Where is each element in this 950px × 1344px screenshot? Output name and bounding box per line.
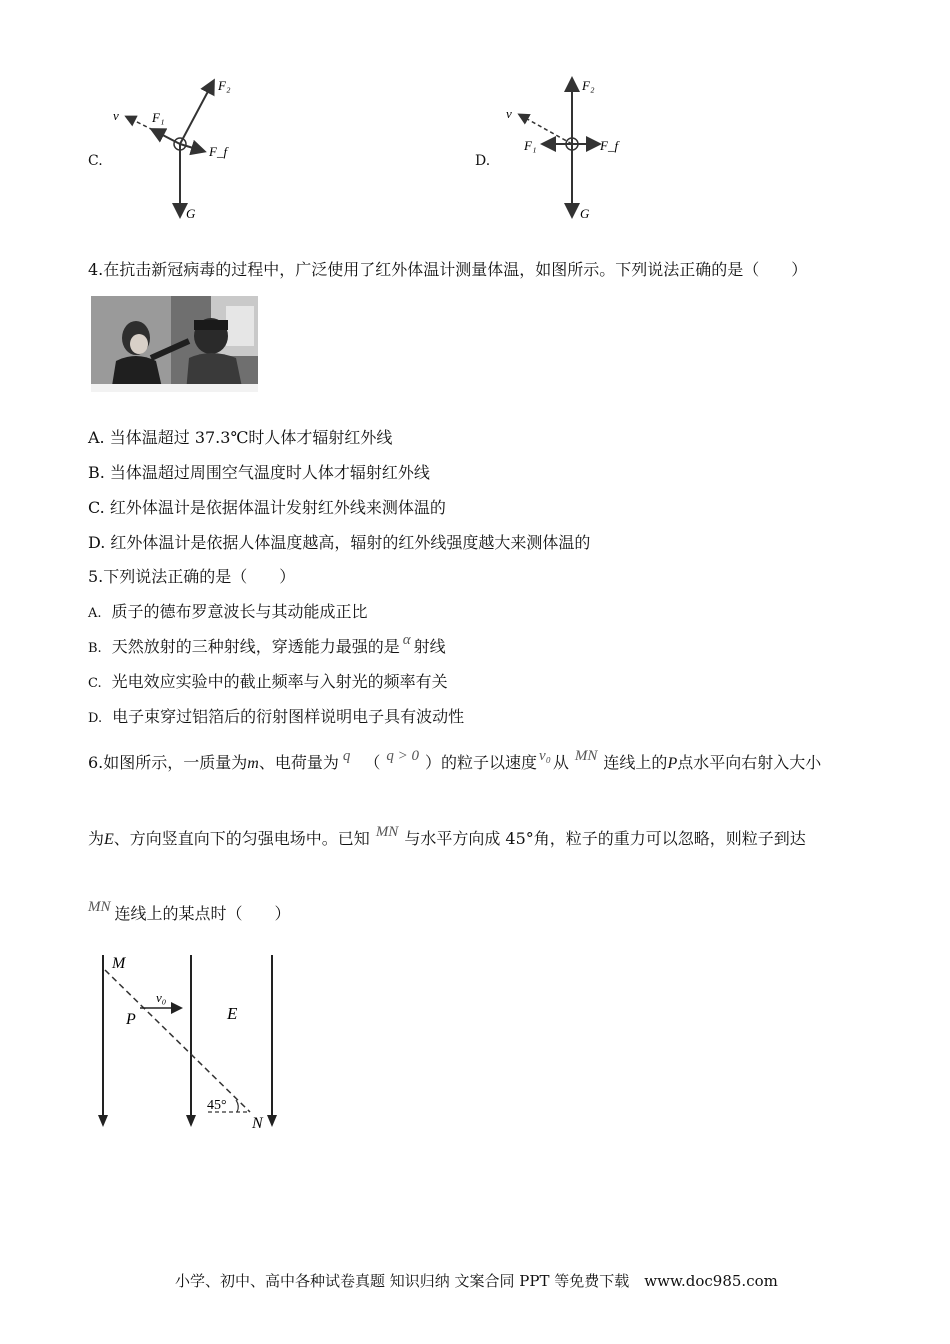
q6-text: 连线上的某点时（ ）: [114, 904, 291, 923]
q6-text: 连线上的: [603, 753, 668, 772]
angle-arc: [236, 1100, 238, 1112]
q5-option-c-text: 光电效应实验中的截止频率与入射光的频率有关: [111, 672, 448, 691]
field-arrow-3: [267, 1115, 277, 1127]
g-label-c: G: [186, 206, 196, 221]
charge-symbol: q: [342, 748, 351, 764]
f2-label-c: F₂: [218, 78, 231, 93]
q6-text: 点水平向右射入大小: [677, 753, 822, 772]
force-diagram-c: [105, 70, 265, 230]
q6-text: 为: [88, 829, 105, 848]
q6-text: 、电荷量为: [258, 753, 339, 772]
option-c-label: C.: [88, 153, 103, 169]
force-diagram-d: [500, 70, 660, 230]
mn-symbol: MN: [375, 824, 399, 840]
q5-option-a-text: 质子的德布罗意波长与其动能成正比: [111, 602, 368, 621]
q5-option-d: [88, 707, 464, 729]
mn-symbol: MN: [574, 748, 598, 764]
charge-condition: q > 0: [386, 748, 419, 764]
thermometer-photo: [91, 296, 258, 392]
q5-option-b-text: 天然放射的三种射线，穿透能力最强的是: [111, 637, 400, 656]
field-symbol: E: [104, 831, 114, 848]
ff-label-d: F_f: [600, 138, 619, 153]
f1-label-d: F₁: [524, 138, 537, 153]
q4-option-c: C. 红外体温计是依据体温计发射红外线来测体温的: [88, 498, 446, 517]
v-label-d: v: [506, 106, 512, 121]
q6-text: 与水平方向成 45°角，粒子的重力可以忽略，则粒子到达: [404, 829, 806, 848]
q6-text: 的粒子以速度: [441, 753, 538, 772]
q5-option-c: [88, 672, 448, 694]
q5-stem: 5.下列说法正确的是（ ）: [88, 567, 296, 586]
q5-option-d-label: D.: [88, 711, 103, 726]
option-d-label: D.: [475, 153, 491, 169]
ff-arrow-c: [180, 144, 203, 151]
q5-option-a-label: A.: [88, 606, 102, 621]
q6-line-2: [88, 824, 806, 850]
label-angle: 45°: [207, 1098, 227, 1113]
q4-option-d: D. 红外体温计是依据人体温度越高，辐射的红外线强度越大来测体温的: [88, 533, 591, 552]
label-p: P: [126, 1011, 136, 1028]
label-n: N: [252, 1115, 263, 1132]
q4-stem: 4.在抗击新冠病毒的过程中，广泛使用了红外体温计测量体温，如图所示。下列说法正确的是（ ）: [88, 260, 808, 279]
mn-dashed-line: [105, 970, 250, 1112]
point-p-symbol: P: [667, 755, 678, 772]
v-arrow-c: [127, 117, 153, 130]
label-e: E: [227, 1004, 238, 1023]
field-arrow-2: [186, 1115, 196, 1127]
q5-option-b: [88, 632, 446, 659]
q6-line-1: 6.如图所示，一质量为m、电荷量为 q （ q > 0 ）的粒子以速度 v₀ 从 MN 连线上的P点水平向右射入大小: [88, 748, 822, 772]
q5-option-c-label: C.: [88, 676, 102, 691]
label-m: M: [112, 955, 126, 972]
q6-line-3: [88, 899, 291, 925]
footer-text: 小学、初中、高中各种试卷真题 知识归纳 文案合同 PPT 等免费下载 www.doc985.com: [175, 1272, 778, 1290]
f1-label-c: F₁: [152, 110, 165, 125]
g-label-d: G: [580, 206, 590, 221]
mass-symbol: m: [247, 755, 259, 772]
q6-text: 6.如图所示，一质量为: [88, 753, 248, 772]
label-v0: v₀: [156, 990, 167, 1005]
v-label-c: v: [113, 108, 119, 123]
f1-arrow-c: [153, 130, 180, 144]
alpha-symbol: α: [402, 632, 411, 648]
electric-field-diagram: [90, 950, 290, 1140]
q6-text: 、方向竖直向下的匀强电场中。已知: [113, 829, 370, 848]
q5-option-d-text: 电子束穿过铝箔后的衍射图样说明电子具有波动性: [112, 707, 465, 726]
f2-arrow-c: [180, 82, 213, 144]
q4-option-b: B. 当体温超过周围空气温度时人体才辐射红外线: [88, 463, 430, 482]
velocity-symbol: v₀: [539, 748, 551, 764]
q5-option-a: [88, 602, 368, 624]
f2-label-d: F₂: [582, 78, 595, 93]
q6-text: 从: [552, 753, 569, 772]
field-arrow-1: [98, 1115, 108, 1127]
q5-option-b-label: B.: [88, 641, 102, 656]
mn-symbol: MN: [88, 899, 111, 915]
q5-option-b-text-after: 射线: [413, 637, 446, 656]
ff-label-c: F_f: [209, 144, 228, 159]
q4-option-a: A. 当体温超过 37.3℃时人体才辐射红外线: [88, 428, 393, 447]
